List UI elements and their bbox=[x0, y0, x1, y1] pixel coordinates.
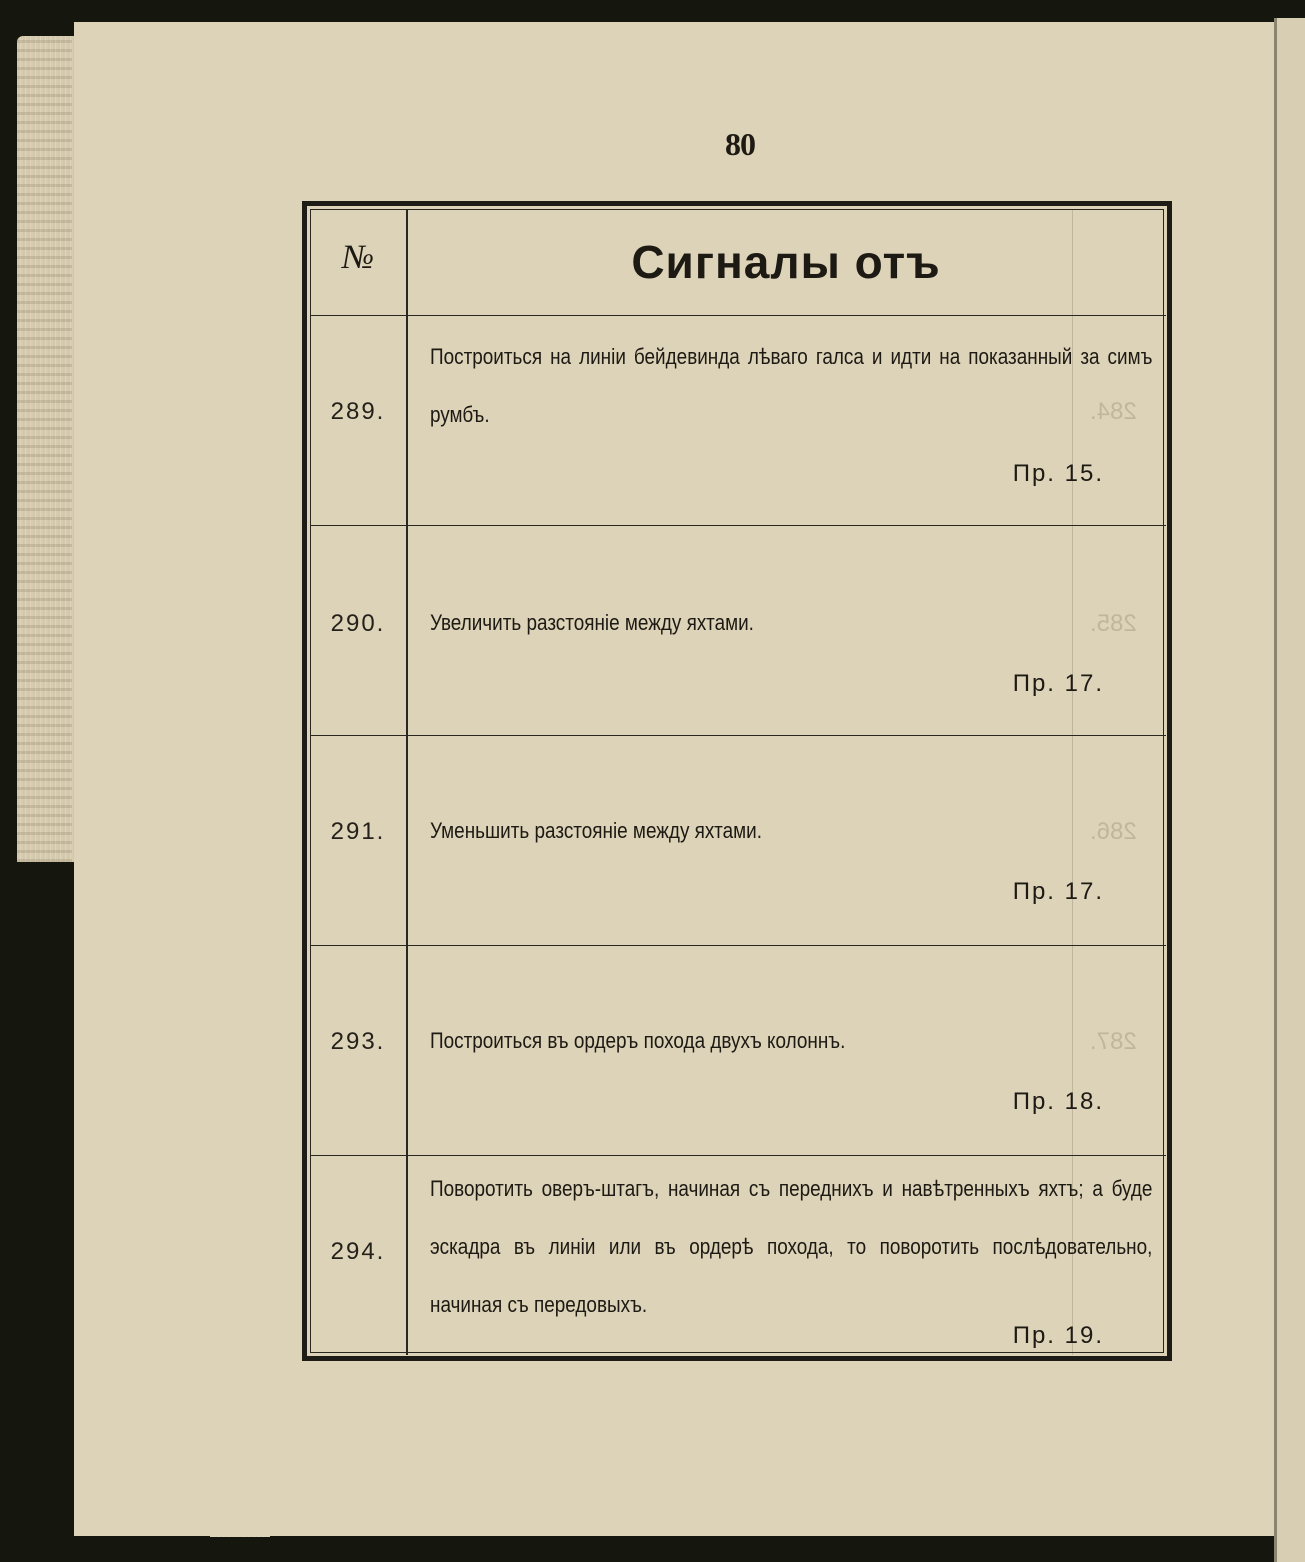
signal-number: 293. bbox=[330, 1028, 386, 1055]
page-number: 80 bbox=[725, 126, 755, 162]
bleed-through-text: 286. bbox=[1090, 818, 1137, 845]
bleed-through-text: 284. bbox=[1090, 398, 1137, 425]
bleed-through-text: 287. bbox=[1090, 1028, 1137, 1055]
signal-text: Увеличить разстояніе между яхтами. bbox=[430, 610, 754, 635]
table-row bbox=[310, 945, 1166, 1156]
signal-number: 294. bbox=[330, 1238, 386, 1265]
signals-table bbox=[310, 209, 1166, 1355]
table-title: Сигналы отъ bbox=[631, 236, 941, 288]
signal-reference: Пр. 17. bbox=[1012, 670, 1104, 697]
signal-reference: Пр. 18. bbox=[1012, 1088, 1104, 1115]
bleed-through-text: 285. bbox=[1090, 610, 1137, 637]
signal-text: Поворотить оверъ-штагъ, начиная съ переднихъ и навѣтренныхъ яхтъ; а буде эскадра въ линіи или въ ордерѣ похода, то поворотить послѣдовательно, начиная съ передовыхъ. bbox=[430, 1176, 1153, 1317]
signal-text: Построиться на линіи бейдевинда лѣваго галса и идти на показанный за симъ румбъ. bbox=[430, 344, 1153, 427]
signal-number: 290. bbox=[330, 610, 386, 637]
signal-reference: Пр. 15. bbox=[1012, 460, 1104, 487]
signal-number: 291. bbox=[330, 818, 386, 845]
table-row bbox=[310, 735, 1166, 946]
facing-page-edge bbox=[1274, 18, 1305, 1562]
signal-reference: Пр. 17. bbox=[1012, 878, 1104, 905]
table-row bbox=[310, 525, 1166, 736]
signal-reference: Пр. 19. bbox=[1012, 1322, 1104, 1349]
table-row bbox=[310, 315, 1166, 526]
number-column-header: № bbox=[341, 239, 375, 276]
signal-text: Уменьшить разстояніе между яхтами. bbox=[430, 818, 762, 843]
signal-text: Построиться въ ордеръ похода двухъ колоннъ. bbox=[430, 1028, 846, 1053]
page-stack-texture bbox=[17, 36, 72, 862]
signal-number: 289. bbox=[330, 398, 386, 425]
table-row bbox=[310, 1155, 1166, 1356]
table-header-row bbox=[310, 209, 1166, 315]
